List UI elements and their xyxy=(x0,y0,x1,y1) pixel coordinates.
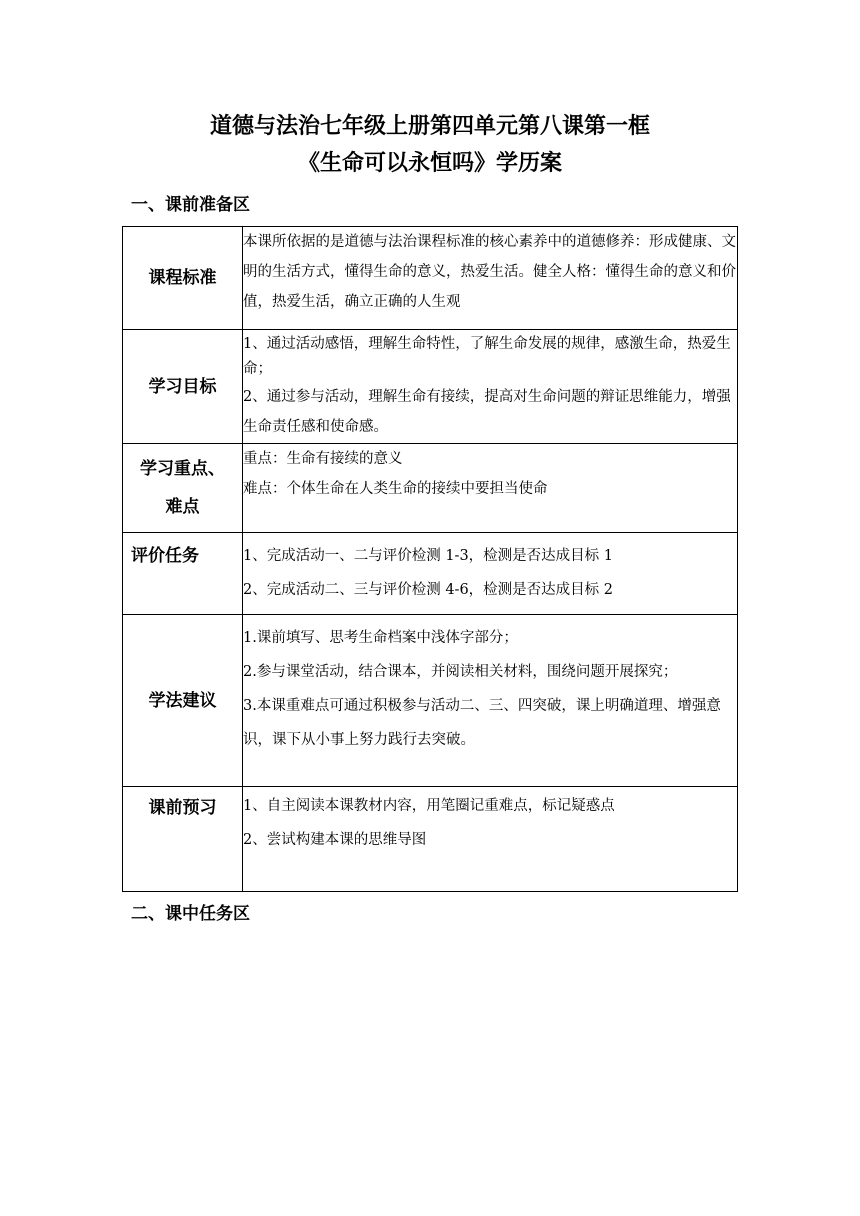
row-content-learning-goals xyxy=(243,330,738,444)
section-heading-in-class: 二、课中任务区 xyxy=(131,904,250,924)
row-content-course-standard xyxy=(243,227,738,330)
document-title-line2: 《生命可以永恒吗》学历案 xyxy=(297,151,562,176)
row-label-key-points xyxy=(123,444,243,533)
row-content-study-methods xyxy=(243,615,738,787)
row-content-evaluation-tasks xyxy=(243,533,738,615)
label-line: 难点 xyxy=(165,497,200,517)
content-paragraph: 1、完成活动一、二与评价检测 1-3，检测是否达成目标 1 xyxy=(243,548,614,564)
row-label-preview: 课前预习 xyxy=(123,787,243,892)
table-row xyxy=(123,444,738,533)
content-paragraph: 1.课前填写、思考生命档案中浅体字部分； xyxy=(243,630,518,646)
content-paragraph: 2、完成活动二、三与评价检测 4-6，检测是否达成目标 2 xyxy=(243,582,614,598)
table-row xyxy=(123,227,738,330)
content-paragraph: 1、自主阅读本课教材内容，用笔圈记重难点，标记疑惑点 xyxy=(243,798,615,814)
table-row xyxy=(123,533,738,615)
row-label-study-methods: 学法建议 xyxy=(123,615,243,787)
content-paragraph: 难点：个体生命在人类生命的接续中要担当使命 xyxy=(243,481,548,497)
content-paragraph: 3.本课重难点可通过积极参与活动二、三、四突破，课上明确道理、增强意识，课下从小事上努力践行去突破。 xyxy=(243,698,721,748)
content-paragraph: 2.参与课堂活动，结合课本，并阅读相关材料，围绕问题开展探究； xyxy=(243,664,678,680)
lesson-info-table xyxy=(122,226,738,892)
content-paragraph: 2、通过参与活动，理解生命有接续，提高对生命问题的辩证思维能力，增强生命责任感和使命感。 xyxy=(243,389,731,435)
content-paragraph: 2、尝试构建本课的思维导图 xyxy=(243,832,427,848)
row-content-key-points xyxy=(243,444,738,533)
row-content-preview xyxy=(243,787,738,892)
row-label-evaluation-tasks: 评价任务 xyxy=(123,533,243,615)
table-row xyxy=(123,787,738,892)
label-line: 学习重点、 xyxy=(140,459,225,479)
content-paragraph: 重点：生命有接续的意义 xyxy=(243,451,403,467)
table-row xyxy=(123,330,738,444)
content-paragraph: 本课所依据的是道德与法治课程标准的核心素养中的道德修养：形成健康、文明的生活方式，懂得生命的意义，热爱生活。健全人格：懂得生命的意义和价值，热爱生活，确立正确的人生观 xyxy=(243,234,736,310)
section-heading-preparation: 一、课前准备区 xyxy=(131,195,250,215)
document-title-line1: 道德与法治七年级上册第四单元第八课第一框 xyxy=(209,114,650,139)
content-paragraph: 1、通过活动感悟，理解生命特性，了解生命发展的规律，感激生命，热爱生命； xyxy=(243,336,731,377)
row-label-learning-goals: 学习目标 xyxy=(123,330,243,444)
row-label-course-standard: 课程标准 xyxy=(123,227,243,330)
table-row xyxy=(123,615,738,787)
